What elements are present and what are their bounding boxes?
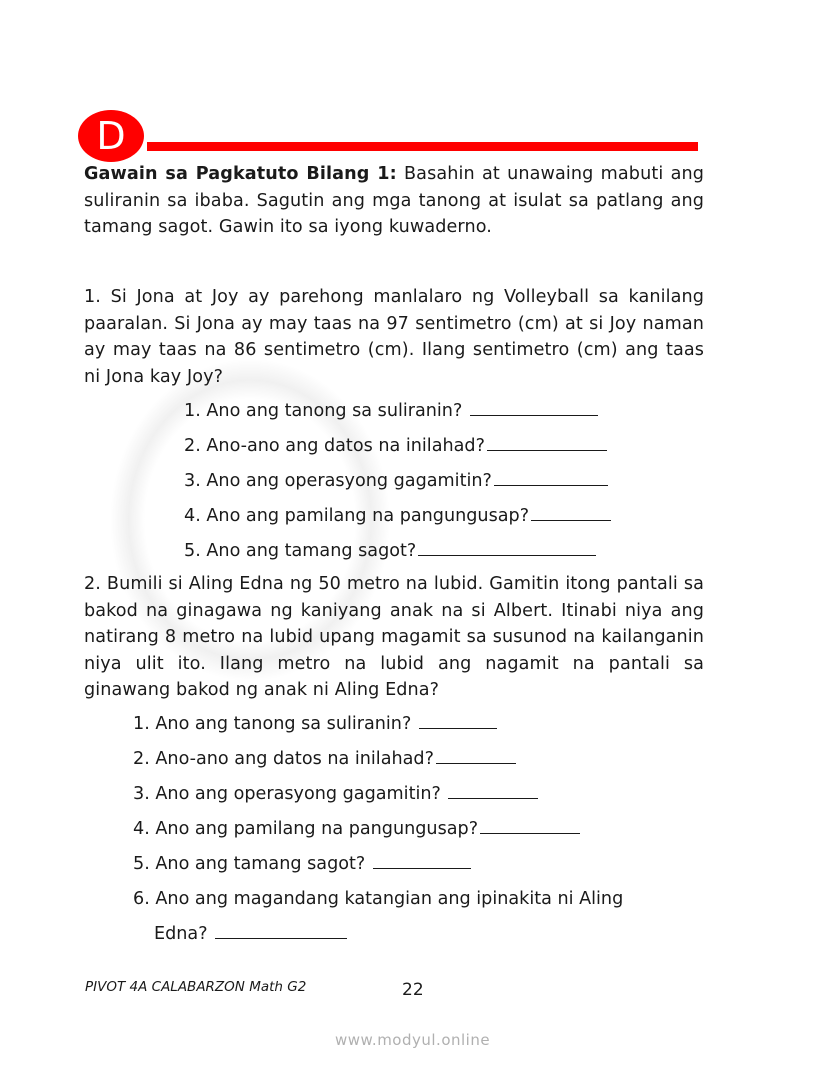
section-letter: D (96, 114, 126, 158)
instructions-text: Basahin at unawaing mabuti ang suliranin sa ibaba. Sagutin ang mga tanong at isulat sa patlang ang tamang sagot. Gawin ito sa iyong kuwaderno. (84, 164, 704, 237)
question-item: 1. Ano ang tanong sa suliranin? (133, 707, 623, 742)
problem-1-questions (184, 394, 611, 569)
answer-blank[interactable] (470, 399, 598, 416)
answer-blank[interactable] (531, 504, 611, 521)
question-item-continued: Edna? (133, 917, 623, 952)
answer-blank[interactable] (448, 782, 538, 799)
answer-blank[interactable] (487, 434, 607, 451)
question-item: 1. Ano ang tanong sa suliranin? (184, 394, 611, 429)
problem-1-text: 1. Si Jona at Joy ay parehong manlalaro ng Volleyball sa kanilang paaralan. Si Jona ay may taas na 97 sentimetro (cm) at si Joy naman ay may taas na 86 sentimetro (cm). Ilang sentimetro (cm) ang taas ni Jona kay Joy? (84, 287, 704, 387)
question-item: 2. Ano-ano ang datos na inilahad? (133, 742, 623, 777)
question-item: 3. Ano ang operasyong gagamitin? (133, 777, 623, 812)
answer-blank[interactable] (373, 852, 471, 869)
question-item: 4. Ano ang pamilang na pangungusap? (184, 499, 611, 534)
answer-blank[interactable] (419, 712, 497, 729)
question-item: 6. Ano ang magandang katangian ang ipinakita ni Aling (133, 889, 624, 909)
problem-2-questions (133, 707, 623, 952)
question-item: 2. Ano-ano ang datos na inilahad? (184, 429, 611, 464)
activity-heading: Gawain sa Pagkatuto Bilang 1: (84, 164, 397, 184)
answer-blank[interactable] (418, 539, 596, 556)
page-number: 22 (402, 980, 424, 1000)
question-item: 5. Ano ang tamang sagot? (184, 534, 611, 569)
problem-2-text: 2. Bumili si Aling Edna ng 50 metro na lubid. Gamitin itong pantali sa bakod na ginagawa ng kaniyang anak na si Albert. Itinabi niya ang natirang 8 metro na lubid upang magamit sa susunod na kailanganin niya ulit ito. Ilang metro na lubid ang nagamit na pantali sa ginawang bakod ng anak ni Aling Edna? (84, 574, 704, 700)
section-divider (147, 142, 698, 151)
footer-source: PIVOT 4A CALABARZON Math G2 (85, 979, 307, 995)
question-item: 4. Ano ang pamilang na pangungusap? (133, 812, 623, 847)
website-watermark: www.modyul.online (335, 1031, 491, 1049)
answer-blank[interactable] (215, 922, 347, 939)
question-item: 5. Ano ang tamang sagot? (133, 847, 623, 882)
answer-blank[interactable] (494, 469, 608, 486)
section-badge (78, 110, 144, 162)
instructions (84, 161, 704, 241)
answer-blank[interactable] (480, 817, 580, 834)
answer-blank[interactable] (436, 747, 516, 764)
question-item: 3. Ano ang operasyong gagamitin? (184, 464, 611, 499)
